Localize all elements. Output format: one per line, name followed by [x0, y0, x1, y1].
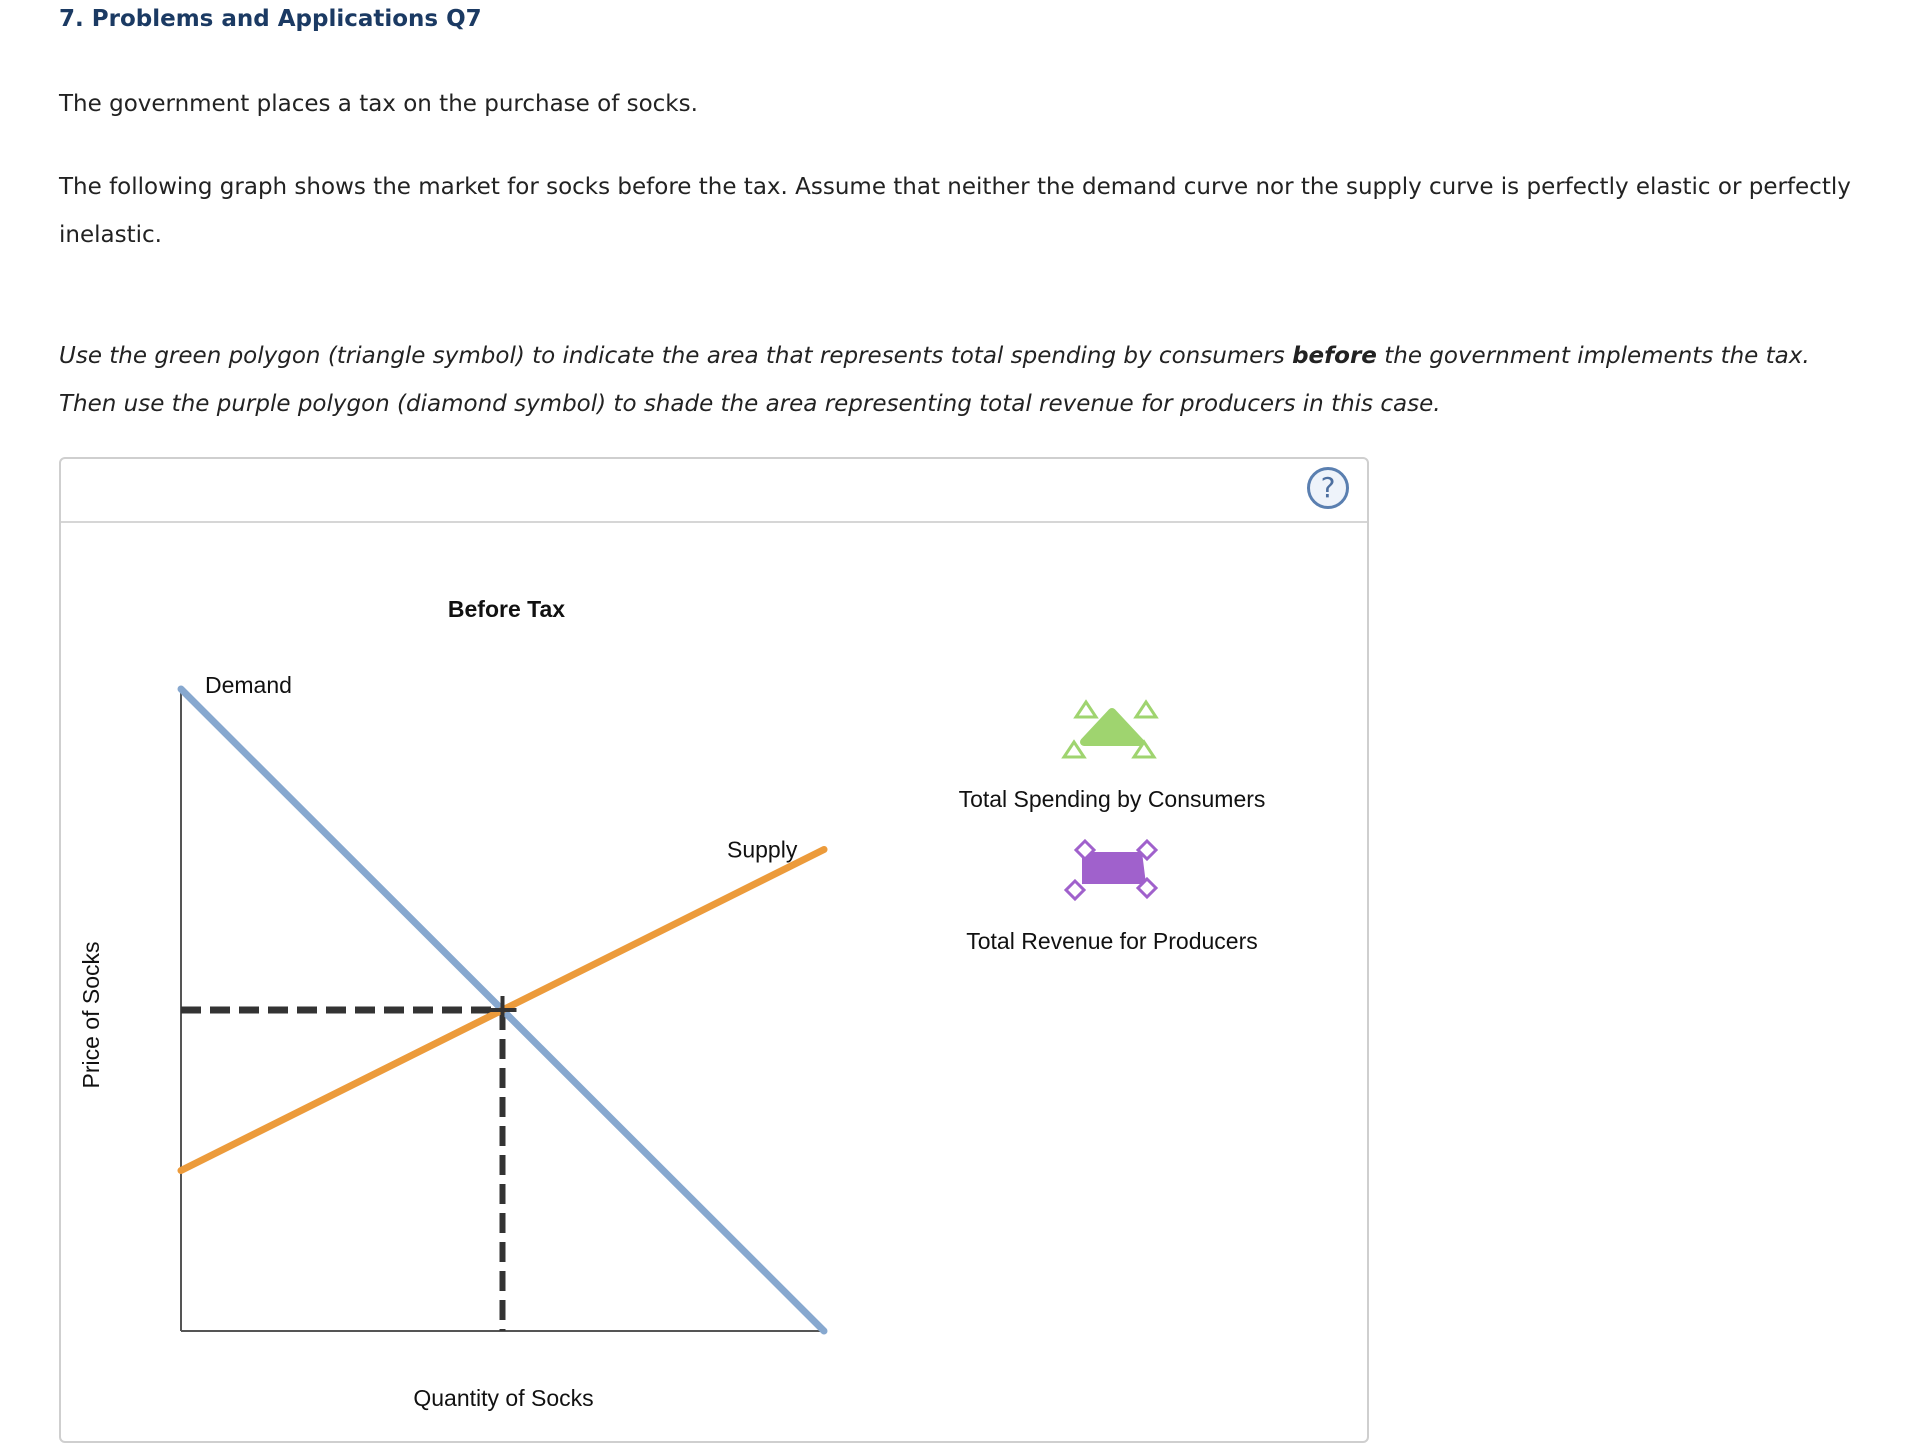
triangle-handle-icon: [1136, 702, 1156, 717]
question-intro: The government places a tax on the purchase of socks.: [59, 91, 698, 117]
question-title: 7. Problems and Applications Q7: [59, 6, 482, 32]
instruction-part1: Use the green polygon (triangle symbol) to indicate the area that represents total spending by consumers: [59, 343, 1293, 369]
purple-polygon-body: [1082, 852, 1146, 884]
instruction-part2: the government implements the tax.: [1376, 343, 1810, 369]
triangle-handle-icon: [1076, 702, 1096, 717]
purple-polygon-tool[interactable]: [1066, 841, 1156, 899]
demand-label: Demand: [205, 672, 292, 698]
help-icon[interactable]: ?: [1307, 467, 1349, 509]
diamond-handle-icon: [1066, 881, 1084, 899]
x-axis-label: Quantity of Socks: [413, 1385, 594, 1411]
supply-label: Supply: [727, 836, 798, 863]
instruction-bold: before: [1292, 343, 1377, 369]
green-legend-label: Total Spending by Consumers: [958, 786, 1266, 812]
instruction-line2: Then use the purple polygon (diamond symbol) to shade the area representing total revenue for producers in this case.: [59, 391, 1441, 417]
question-description: The following graph shows the market for socks before the tax. Assume that neither the demand curve nor the supply curve is perfectly elastic or perfectly inelastic.: [59, 174, 1851, 248]
green-polygon-tool[interactable]: [1064, 702, 1156, 757]
y-axis-label: Price of Socks: [78, 941, 104, 1089]
chart-title: Before Tax: [447, 596, 566, 622]
purple-legend-label: Total Revenue for Producers: [966, 928, 1258, 954]
